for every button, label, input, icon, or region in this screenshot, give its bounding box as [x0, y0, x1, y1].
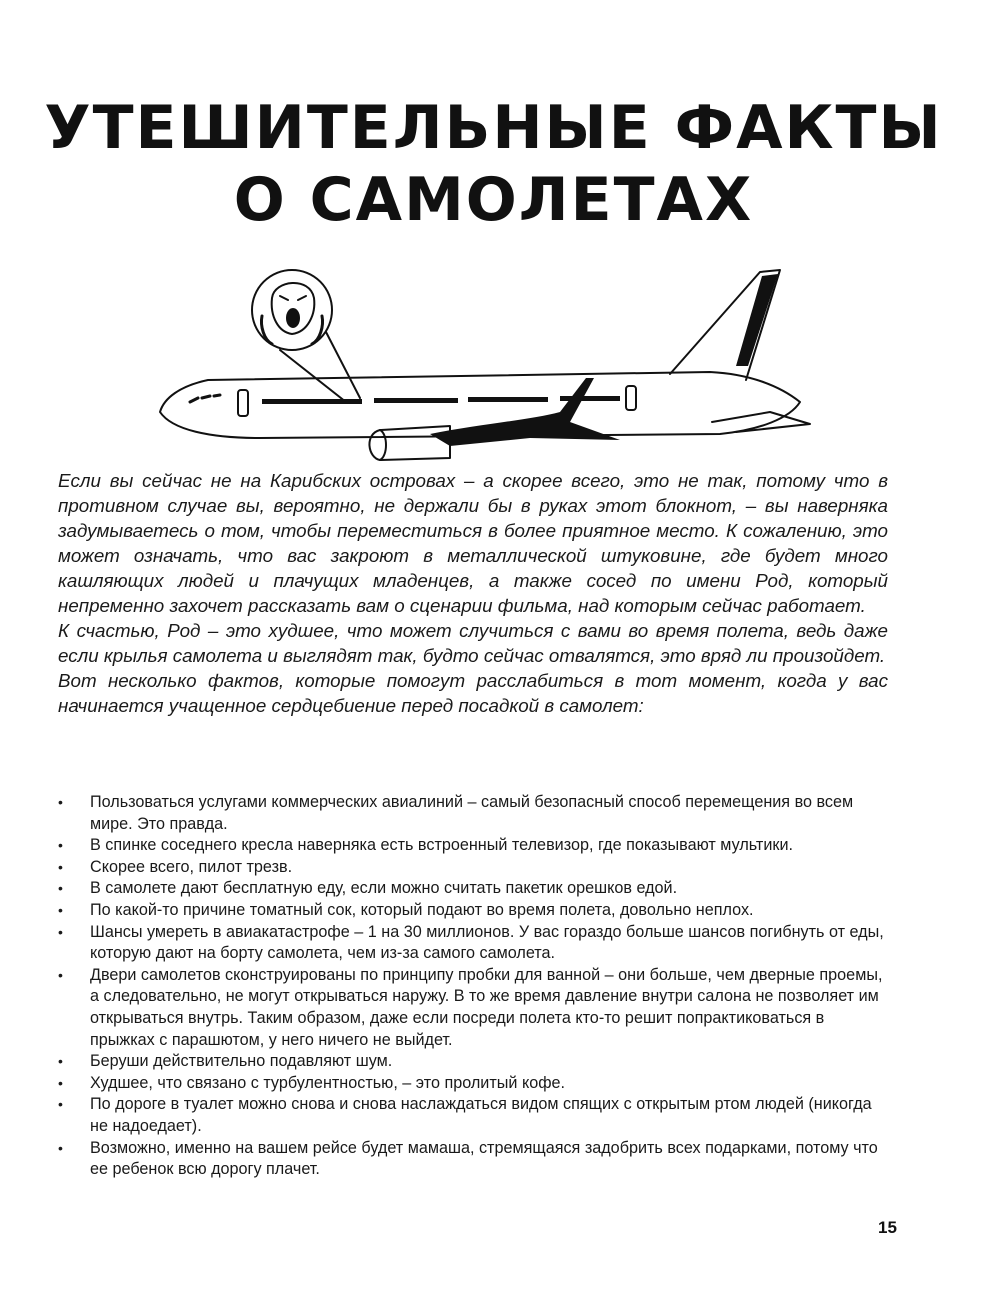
fact-item: • В спинке соседнего кресла наверняка есть встроенный телевизор, где показывают мультики. [58, 835, 888, 857]
fact-item: • Возможно, именно на вашем рейсе будет мамаша, стремящаяся задобрить всех подарками, потому что ее ребенок всю дорогу плачет. [58, 1138, 888, 1181]
fact-item: • Пользоваться услугами коммерческих авиалиний – самый безопасный способ перемещения во всем мире. Это правда. [58, 792, 888, 835]
wing [430, 378, 620, 446]
page-number: 15 [878, 1218, 897, 1237]
airplane-illustration [150, 262, 870, 474]
page-title [0, 92, 987, 236]
intro-text [58, 468, 888, 718]
fact-item: • По дороге в туалет можно снова и снова наслаждаться видом спящих с открытым ртом людей (никогда не надоедает). [58, 1094, 888, 1137]
fact-item: • Шансы умереть в авиакатастрофе – 1 на 30 миллионов. У вас гораздо больше шансов погибнуть от еды, которую дают на борту самолета, чем из-за самого самолета. [58, 922, 888, 965]
intro-paragraph: К счастью, Род – это худшее, что может случиться с вами во время полета, ведь даже если крылья самолета и выглядят так, будто сейчас отвалятся, это вряд ли произойдет. [58, 620, 888, 666]
fact-item: • В самолете дают бесплатную еду, если можно считать пакетик орешков едой. [58, 878, 888, 900]
fact-item: • Беруши действительно подавляют шум. [58, 1051, 888, 1073]
intro-paragraph: Если вы сейчас не на Карибских островах – а скорее всего, это не так, потому что в противном случае вы, вероятно, не держали бы в руках этот блокнот, – вы наверняка задумываетесь о том, чтобы переместиться в более приятное место. К сожалению, это может означать, что вас закроют в металлической штуковине, где будет много кашляющих людей и плачущих младенцев, а также сосед по имени Род, который непременно захочет рассказать вам о сценарии фильма, над которым сейчас работает. [58, 470, 888, 616]
fact-item: • По какой-то причине томатный сок, который подают во время полета, довольно неплох. [58, 900, 888, 922]
facts-list [58, 792, 888, 1181]
fact-item: • Скорее всего, пилот трезв. [58, 857, 888, 879]
fact-item: • Двери самолетов сконструированы по принципу пробки для ванной – они больше, чем дверные проемы, а следовательно, не могут открываться наружу. В то же время давление внутри салона не позволяет им открываться внутрь. Таким образом, даже если посреди полета кто-то решит попрактиковаться в прыжках с парашютом, у него ничего не выйдет. [58, 965, 888, 1051]
fact-item: • Худшее, что связано с турбулентностью, – это пролитый кофе. [58, 1073, 888, 1095]
title-line-1: УТЕШИТЕЛЬНЫЕ ФАКТЫ [44, 93, 943, 163]
intro-paragraph: Вот несколько фактов, которые помогут расслабиться в тот момент, когда у вас начинается учащенное сердцебиение перед посадкой в самолет: [58, 670, 888, 716]
title-line-2: О САМОЛЕТАХ [233, 165, 754, 235]
